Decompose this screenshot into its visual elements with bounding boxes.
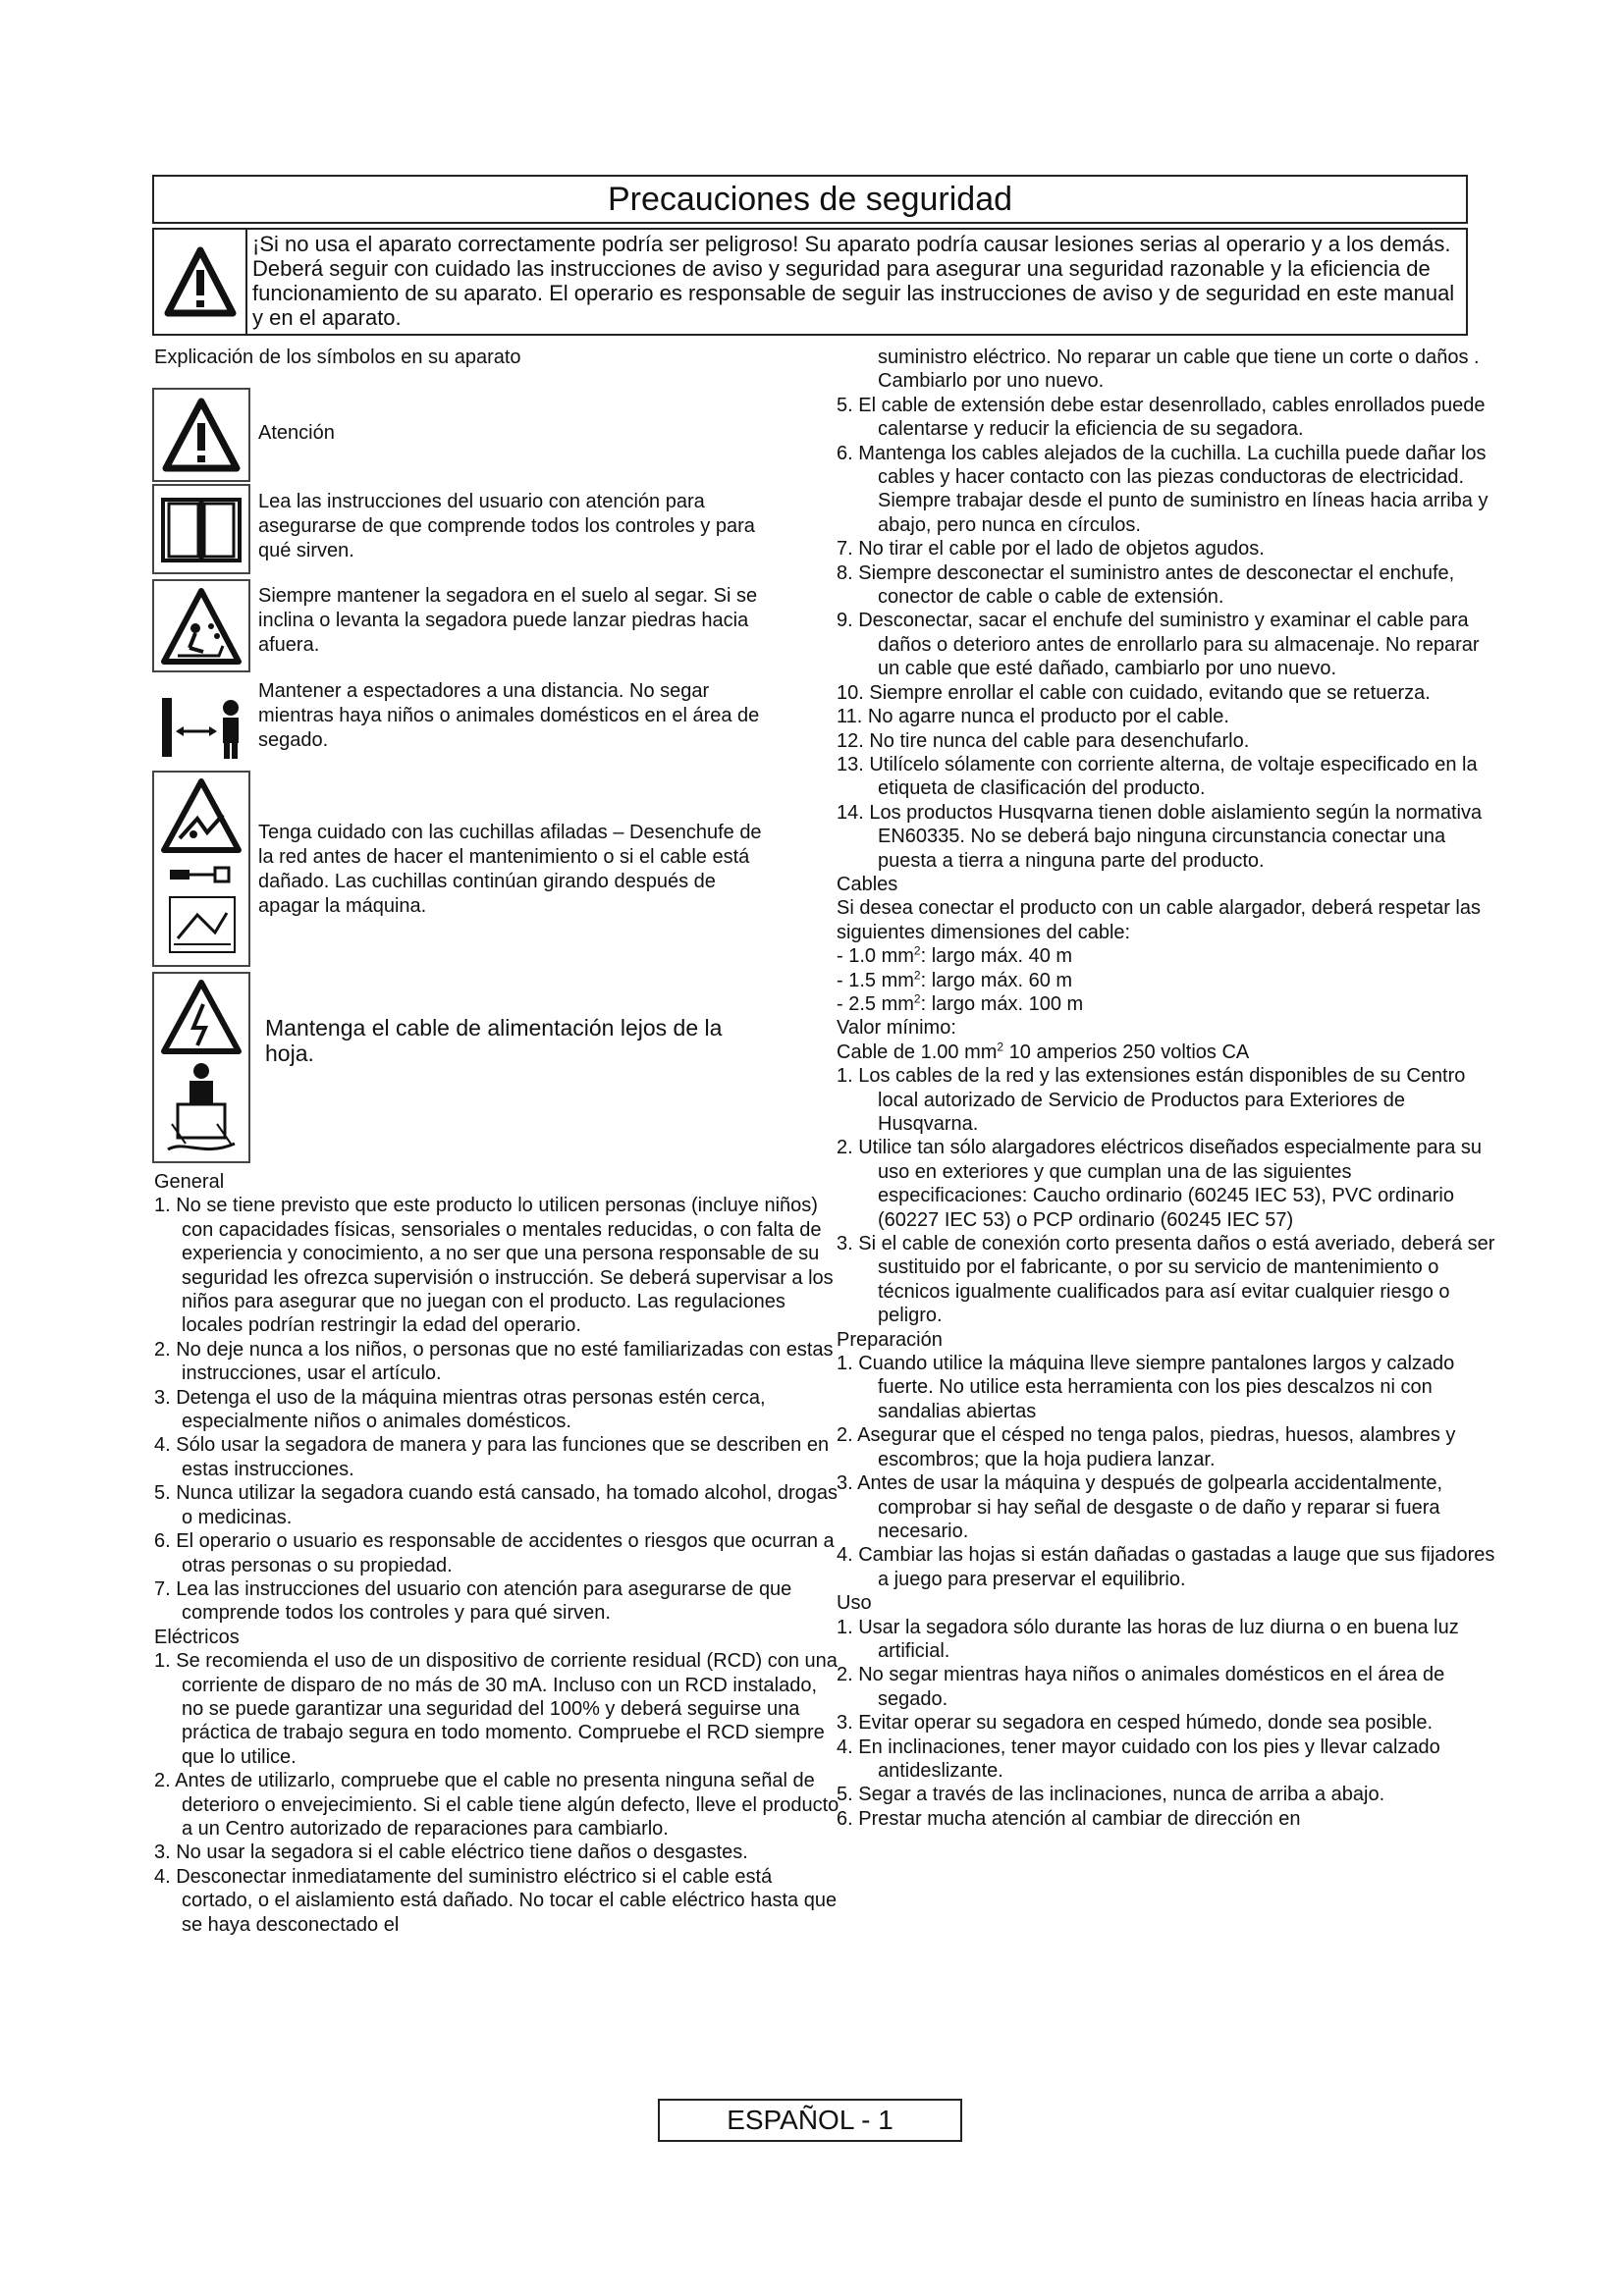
list-item: 4. En inclinaciones, tener mayor cuidado con los pies y llevar calzado antideslizante. (837, 1735, 1440, 1782)
list-item: 6. Prestar mucha atención al cambiar de dirección en (837, 1807, 1301, 1830)
min-value: Cable de 1.00 $mm^2$ 10 amperios 250 voltios CA (837, 1040, 1250, 1063)
symbols-heading: Explicación de los símbolos en su aparato (154, 347, 521, 368)
cable-hazard-icon (152, 972, 250, 1163)
list-item: 5. Segar a través de las inclinaciones, nunca de arriba a abajo. (837, 1784, 1385, 1806)
keep-distance-icon (152, 675, 250, 766)
section-heading: Uso (837, 1592, 872, 1615)
symbol-text: Lea las instrucciones del usuario con atención para asegurarse de que comprende todos los controles y para qué sirven. (258, 491, 755, 561)
symbol-row (152, 484, 781, 574)
list-item: 3. Evitar operar su segadora en cesped húmedo, donde sea posible. (837, 1712, 1434, 1735)
page-footer: ESPAÑOL - 1 (658, 2099, 962, 2142)
symbol-text: Mantenga el cable de alimentación lejos de la hoja. (265, 1015, 723, 1066)
list-item: 8. Siempre desconectar el suministro antes de desconectar el enchufe, conector de cable o cable de extensión. (837, 561, 1455, 609)
symbol-row (152, 771, 781, 967)
list-item: 1. Los cables de la red y las extensiones están disponibles de su Centro local autorizado de Servicio de Productos para Exteriores de Husqvarna. (837, 1065, 1466, 1135)
list-item: 4. Desconectar inmediatamente del suministro eléctrico si el cable está cortado, o el aislamiento está dañado. No tocar el cable eléctrico hasta que se haya desconectado el (154, 1865, 838, 1936)
list-item: 4. Sólo usar la segadora de manera y para las funciones que se describen en estas instrucciones. (154, 1434, 830, 1480)
list-item: 4. Cambiar las hojas si están dañadas o gastadas a lauge que sus fijadores a juego para preservar el equilibrio. (837, 1544, 1495, 1590)
list-item: 6. Mantenga los cables alejados de la cuchilla. La cuchilla puede dañar los cables y hacer contacto con las piezas conductoras de electricidad. Siempre trabajar desde el punto de suministro en líneas hacia arriba y abajo, pero nunca en círculos. (837, 442, 1489, 536)
cables-intro: Si desea conectar el producto con un cable alargador, deberá respetar las siguientes dimensiones del cable: (837, 897, 1481, 943)
symbol-row (152, 579, 781, 672)
continued-text: suministro eléctrico. No reparar un cable que tiene un corte o daños . Cambiarlo por uno nuevo. (878, 347, 1480, 393)
symbol-row (152, 675, 781, 766)
list-item: 14. Los productos Husqvarna tienen doble aislamiento según la normativa EN60335. No se deberá bajo ninguna circunstancia conectar una puesta a tierra a ninguna parte del producto. (837, 801, 1483, 872)
section-heading: Preparación (837, 1328, 943, 1351)
thrown-objects-icon (152, 579, 250, 672)
symbol-text: Siempre mantener la segadora en el suelo al segar. Si se inclina o levanta la segadora puede lanzar piedras hacia afuera. (258, 585, 758, 656)
warning-triangle-icon (154, 230, 247, 334)
warning-triangle-icon (152, 388, 250, 482)
section-heading: Eléctricos (154, 1626, 240, 1648)
list-item: 7. No tirar el cable por el lado de objetos agudos. (837, 538, 1265, 561)
list-item: 2. Asegurar que el césped no tenga palos, piedras, huesos, alambres y escombros; que la hoja pudiera lanzar. (837, 1424, 1456, 1470)
cable-size-row: - 2.5 $mm^2$: largo máx. 100 m (837, 991, 1084, 1015)
list-item: 7. Lea las instrucciones del usuario con atención para asegurarse de que comprende todos los controles y para qué sirven. (154, 1577, 792, 1625)
list-item: 1. Cuando utilice la máquina lleve siempre pantalones largos y calzado fuerte. No utilice esta herramienta con los pies descalzos ni con sandalias abiertas (837, 1353, 1455, 1422)
list-item: 3. Si el cable de conexión corto presenta daños o está averiado, deberá ser sustituido por el fabricante, o por su servicio de mantenimiento o técnicos igualmente cualificados para así evitar cualquier riesgo o peligro. (837, 1233, 1495, 1327)
symbol-text: Mantener a espectadores a una distancia. No segar mientras haya niños o animales domésticos en el área de segado. (258, 680, 760, 751)
list-item: 9. Desconectar, sacar el enchufe del suministro y examinar el cable para daños o deterioro antes de enrollarlo para su almacenaje. No reparar un cable que esté dañado, cambiarlo por uno nuevo. (837, 610, 1480, 680)
cable-size-row: - 1.5 $mm^2$: largo máx. 60 m (837, 967, 1073, 991)
list-item: 2. No segar mientras haya niños o animales domésticos en el área de segado. (837, 1664, 1445, 1710)
list-item: 11. No agarre nunca el producto por el cable. (837, 706, 1229, 728)
symbol-row (152, 388, 781, 482)
read-manual-icon (152, 484, 250, 574)
list-item: 2. Antes de utilizarlo, compruebe que el cable no presenta ninguna señal de deterioro o envejecimiento. Si el cable tiene algún defecto, lleve el producto a un Centro autorizado de reparaciones para cambiarlo. (154, 1770, 839, 1840)
list-item: 1. Se recomienda el uso de un dispositivo de corriente residual (RCD) con una corriente de disparo de no más de 30 mA. Incluso con un RCD instalado, no se puede garantizar una seguridad del 100% y deberá seguirse una práctica de trabajo segura en todo momento. Compruebe el RCD siempre que lo utilice. (154, 1650, 838, 1768)
list-item: 3. No usar la segadora si el cable eléctrico tiene daños o desgastes. (154, 1842, 748, 1864)
list-item: 3. Detenga el uso de la máquina mientras otras personas estén cerca, especialmente niños o animales domésticos. (154, 1386, 766, 1433)
symbol-row (152, 972, 781, 1163)
list-item: 5. Nunca utilizar la segadora cuando está cansado, ha tomado alcohol, drogas o medicinas. (154, 1482, 839, 1528)
sharp-blades-icon (152, 771, 250, 967)
right-column (837, 346, 1504, 1831)
cable-size-row: - 1.0 $mm^2$: largo máx. 40 m (837, 943, 1073, 968)
list-item: 6. El operario o usuario es responsable de accidentes o riesgos que ocurran a otras personas o su propiedad. (154, 1530, 835, 1576)
list-item: 5. El cable de extensión debe estar desenrollado, cables enrollados puede calentarse y reducir la eficiencia de su segadora. (837, 394, 1486, 441)
warning-intro-text: ¡Si no usa el aparato correctamente podría ser peligroso! Su aparato podría causar lesiones serias al operario y a los demás. Deberá seguir con cuidado las instrucciones de aviso y seguridad para asegurar una seguridad razonable y la eficiencia de funcionamiento de su aparato. El operario es responsable de seguir las instrucciones de aviso y de seguridad en este manual y en el aparato. (252, 232, 1455, 330)
warning-intro-box (152, 228, 1468, 336)
page-title: Precauciones de seguridad (152, 175, 1468, 224)
list-item: 1. Usar la segadora sólo durante las horas de luz diurna o en buena luz artificial. (837, 1616, 1459, 1662)
list-item: 13. Utilícelo sólamente con corriente alterna, de voltaje especificado en la etiqueta de clasificación del producto. (837, 753, 1478, 800)
section-heading: Cables (837, 873, 898, 895)
section-heading: General (154, 1171, 225, 1193)
left-column (154, 1170, 841, 1937)
list-item: 12. No tire nunca del cable para desenchufarlo. (837, 729, 1250, 752)
list-item: 10. Siempre enrollar el cable con cuidado, evitando que se retuerza. (837, 681, 1431, 704)
symbol-text: Atención (258, 422, 335, 444)
list-item: 2. Utilice tan sólo alargadores eléctricos diseñados especialmente para su uso en exteriores y que cumplan una de las siguientes especificaciones: Caucho ordinario (60245 IEC 53), PVC ordinario (60227 IEC 53) o PCP ordinario (60245 IEC 57) (837, 1137, 1483, 1231)
symbol-text: Tenga cuidado con las cuchillas afiladas – Desenchufe de la red antes de hacer el mantenimiento o si el cable está dañado. Las cuchillas continúan girando después de apagar la máquina. (258, 822, 762, 917)
list-item: 2. No deje nunca a los niños, o personas que no esté familiarizadas con estas instrucciones, usar el artículo. (154, 1338, 834, 1385)
min-value-label: Valor mínimo: (837, 1017, 956, 1040)
list-item: 3. Antes de usar la máquina y después de golpearla accidentalmente, comprobar si hay señal de desgaste o de daño y reparar si fuera necesario. (837, 1472, 1443, 1542)
list-item: 1. No se tiene previsto que este producto lo utilicen personas (incluye niños) con capacidades físicas, sensoriales o mentales reducidas, o con falta de experiencia y conocimiento, a no ser que una persona responsable de su seguridad les ofrezca supervisión o instrucción. Se deberá supervisar a los niños para asegurar que no juegan con el producto. Las regulaciones locales podrían restringir la edad del operario. (154, 1195, 834, 1337)
